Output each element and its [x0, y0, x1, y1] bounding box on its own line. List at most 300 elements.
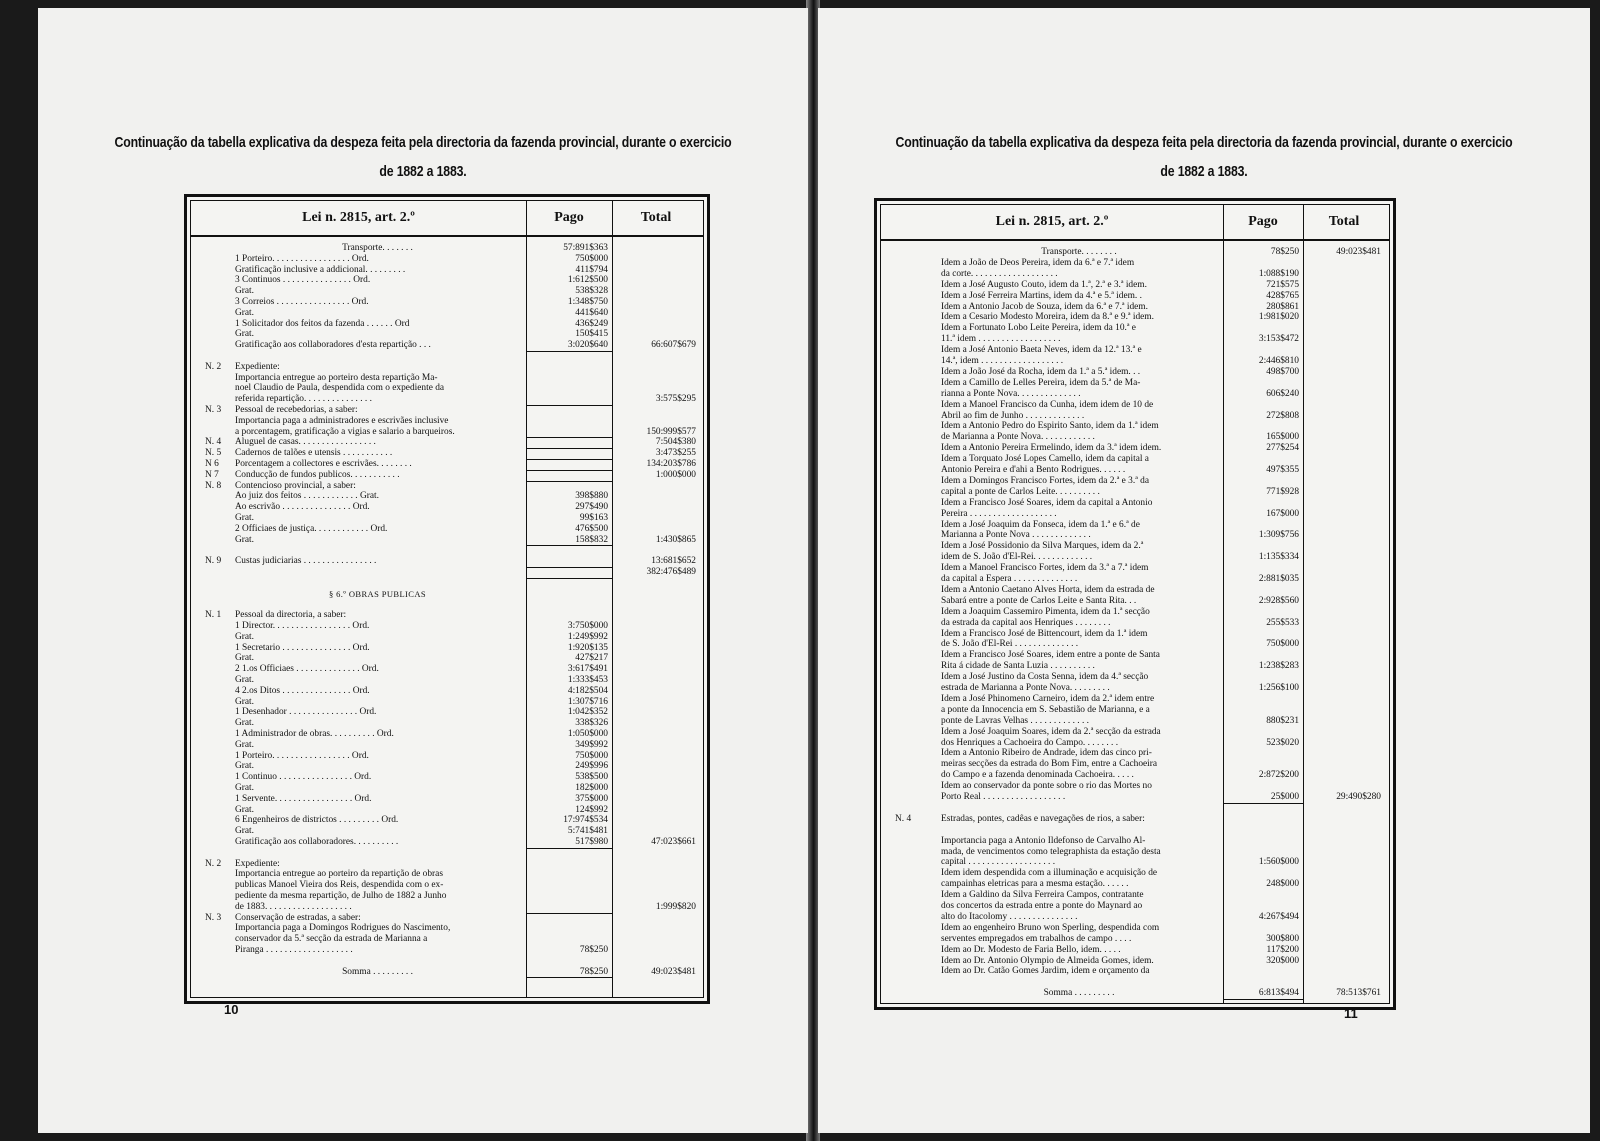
table-row	[881, 661, 1389, 672]
table-row	[191, 913, 703, 924]
sum-rule	[1223, 999, 1303, 1000]
row-description: Estradas, pontes, cadêas e navegações de rios, a saber:	[941, 813, 1145, 824]
row-paid: 1:920$135	[567, 642, 608, 653]
table-row	[881, 323, 1389, 334]
table-row	[191, 621, 703, 632]
row-paid: 1:238$283	[1258, 661, 1299, 672]
row-paid: 1:307$716	[567, 696, 608, 707]
row-description: 4 2.os Ditos . . . . . . . . . . . . . . . Ord.	[235, 685, 370, 696]
row-number: N. 3	[205, 405, 222, 415]
row-paid: 167$000	[1266, 508, 1299, 519]
row-paid: 2:872$200	[1258, 770, 1299, 781]
row-description: Grat.	[235, 675, 255, 685]
row-paid: 411$794	[575, 264, 608, 275]
table-row	[191, 794, 703, 805]
row-total: 47:023$661	[651, 837, 696, 847]
row-paid: 1:050$000	[567, 729, 608, 739]
row-total: 49:023$481	[1336, 247, 1381, 257]
row-description: Aluguel de casas. . . . . . . . . . . . . . . . .	[235, 437, 376, 448]
table-row	[881, 792, 1389, 803]
row-paid: 4:267$494	[1258, 911, 1299, 922]
row-description: Transporte. . . . . . . .	[1041, 247, 1117, 257]
table-row	[881, 454, 1389, 465]
row-paid: 255$533	[1266, 617, 1299, 628]
table-row	[191, 535, 703, 546]
row-description: meiras secções da estrada do Bom Fim, entre a Cachoeira	[941, 759, 1158, 770]
row-description: Importancia paga a Domingos Rodrigues do Nascimento,	[235, 923, 451, 934]
table-row	[191, 675, 703, 686]
table-row	[191, 859, 703, 870]
table-row	[881, 400, 1389, 411]
row-description: 1 Porteiro. . . . . . . . . . . . . . . . . Ord.	[235, 750, 369, 761]
row-total: 49:023$481	[651, 966, 696, 977]
row-description: da corte. . . . . . . . . . . . . . . . . . .	[941, 268, 1058, 279]
table-row	[881, 432, 1389, 443]
row-description: Transporte. . . . . . .	[342, 243, 413, 253]
row-description: 11.ª idem . . . . . . . . . . . . . . . . . .	[941, 334, 1061, 345]
row-paid: 427$217	[575, 653, 608, 664]
row-description: Grat.	[235, 718, 255, 729]
row-description: Idem a João José da Rocha, idem da 1.ª a 5.ª idem. . .	[941, 366, 1141, 377]
table-row	[191, 513, 703, 524]
row-description: Idem a Torquato José Lopes Camello, idem da capital a	[941, 454, 1149, 465]
table-row	[881, 574, 1389, 585]
table-row	[881, 345, 1389, 356]
row-paid: 5:741$481	[567, 826, 608, 837]
table-row	[881, 367, 1389, 378]
table-row	[881, 378, 1389, 389]
table-row	[881, 258, 1389, 269]
heading-line-2: de 1882 a 1883.	[379, 163, 467, 180]
row-description: Idem a Antonio Pereira Ermelindo, idem da 3.ª idem idem.	[941, 443, 1162, 454]
row-paid: 3:617$491	[567, 664, 608, 675]
row-paid: 436$249	[575, 318, 608, 329]
table-row	[191, 643, 703, 654]
row-paid: 2:928$560	[1258, 595, 1299, 606]
row-description: Importancia paga a administradores e escrivães inclusive	[235, 415, 449, 426]
row-total: 150:999$577	[646, 426, 696, 437]
table-row	[881, 694, 1389, 705]
row-paid: 6:813$494	[1258, 988, 1299, 999]
row-paid: 497$355	[1266, 465, 1299, 475]
table-row	[881, 748, 1389, 759]
row-paid: 771$928	[1266, 486, 1299, 497]
row-description: a ponte da Innocencia em S. Sebastião de Marianna, e a	[941, 704, 1150, 715]
row-description: Pessoal da directoria, a saber:	[235, 610, 347, 621]
row-description: Custas judiciarias . . . . . . . . . . . . . . . .	[235, 556, 377, 567]
row-description: Gratificação aos collaboradores d'esta repartição . . .	[235, 340, 431, 351]
table-row	[881, 912, 1389, 923]
table-row	[191, 254, 703, 265]
table-row	[881, 770, 1389, 781]
row-description: Porcentagem a collectores e escrivães. . . . . . . .	[235, 459, 412, 469]
row-description: Idem a João de Deos Pereira, idem da 6.ª e 7.ª idem	[941, 257, 1135, 268]
row-paid: 3:020$640	[567, 340, 608, 351]
table-row	[191, 362, 703, 373]
row-paid: 277$254	[1266, 443, 1299, 454]
row-paid: 1:333$453	[567, 675, 608, 685]
row-description: Piranga . . . . . . . . . . . . . . . . . . .	[235, 945, 353, 955]
table-row	[191, 772, 703, 783]
row-description: Idem a José Justino da Costa Senna, idem da 4.ª secção	[941, 672, 1149, 683]
table-row	[191, 783, 703, 794]
row-description: 1 Porteiro. . . . . . . . . . . . . . . . . Ord.	[235, 253, 369, 264]
table-row	[881, 509, 1389, 520]
table-row	[191, 967, 703, 978]
row-description: 2 Officiaes de justiça. . . . . . . . . . . . Ord.	[235, 523, 388, 534]
table-row	[191, 869, 703, 880]
row-paid: 1:256$100	[1258, 683, 1299, 693]
row-description: referida repartição. . . . . . . . . . . . . . .	[235, 394, 372, 405]
header-law: Lei n. 2815, art. 2.º	[995, 214, 1109, 229]
row-paid: 1:042$352	[567, 707, 608, 718]
table-row	[191, 394, 703, 405]
table-row	[191, 308, 703, 319]
table-row	[191, 286, 703, 297]
row-description: Grat.	[235, 534, 255, 545]
table-row	[881, 879, 1389, 890]
table-row	[191, 567, 703, 578]
header-paid: Pago	[554, 210, 584, 225]
table-row	[881, 923, 1389, 934]
table-row	[191, 243, 703, 254]
table-header	[881, 205, 1389, 241]
row-paid: 517$980	[575, 837, 608, 847]
row-description: Grat.	[235, 696, 255, 707]
row-paid: 182$000	[575, 783, 608, 793]
table-row	[191, 880, 703, 891]
row-description: Cadernos de talões e utensis . . . . . . . . . . .	[235, 448, 393, 459]
table-row	[191, 891, 703, 902]
row-description: Grat.	[235, 653, 255, 664]
table-row	[881, 847, 1389, 858]
row-paid: 1:612$500	[567, 275, 608, 286]
row-paid: 25$000	[1270, 792, 1299, 802]
table-row	[191, 265, 703, 276]
table-row	[191, 437, 703, 448]
table-row	[881, 639, 1389, 650]
table-row	[881, 934, 1389, 945]
table-row	[881, 334, 1389, 345]
row-description: Sabará entre a ponte de Carlos Leite e Santa Rita. . .	[941, 595, 1137, 606]
row-paid: 750$000	[1266, 639, 1299, 650]
row-description: Idem a Cesario Modesto Moreira, idem da 8.ª e 9.ª idem.	[941, 312, 1154, 323]
row-total: 3:575$295	[655, 394, 696, 405]
row-description: Idem a Antonio Pedro do Espirito Santo, idem da 1.ª idem	[941, 421, 1159, 432]
table-row	[191, 923, 703, 934]
table-row	[191, 956, 703, 967]
left-page-number: 10	[224, 1002, 239, 1017]
row-description: 1 Director. . . . . . . . . . . . . . . . . Ord.	[235, 621, 370, 631]
table-row	[881, 421, 1389, 432]
row-description: Grat.	[235, 783, 255, 793]
row-paid: 17:974$534	[563, 815, 608, 826]
table-row	[881, 836, 1389, 847]
row-paid: 272$808	[1266, 410, 1299, 421]
right-page	[818, 8, 1590, 1133]
sum-rule	[526, 977, 612, 978]
table-row	[881, 956, 1389, 967]
table-row	[191, 491, 703, 502]
row-description: Idem a José Phinomeno Carneiro, idem da 2.ª idem entre	[941, 693, 1155, 704]
row-description: Idem a Manoel Francisco da Cunha, idem idem de 10 de	[941, 399, 1154, 410]
row-paid: 606$240	[1266, 388, 1299, 399]
row-paid: 523$020	[1266, 737, 1299, 748]
row-description: Idem a Francisco José Soares, idem da capital a Antonio	[941, 497, 1153, 508]
table-row	[191, 340, 703, 351]
table-row	[191, 351, 703, 362]
table-row	[881, 683, 1389, 694]
row-paid: 4:182$504	[567, 685, 608, 696]
row-description: Grat.	[235, 826, 255, 837]
table-row	[881, 857, 1389, 868]
right-table	[874, 198, 1396, 1010]
row-paid: 2:881$035	[1258, 574, 1299, 584]
row-description: Idem a Camillo de Lelles Pereira, idem da 5.ª de Ma-	[941, 377, 1141, 388]
row-number: N. 2	[205, 858, 222, 869]
table-row	[191, 610, 703, 621]
row-number: N. 3	[205, 912, 222, 923]
row-total: 66:607$679	[651, 340, 696, 351]
table-row	[881, 890, 1389, 901]
row-description: Expediente:	[235, 361, 280, 372]
row-description: 1 Desenhador . . . . . . . . . . . . . . . Ord.	[235, 707, 377, 718]
row-total: 7:504$380	[655, 437, 696, 448]
row-paid: 538$328	[575, 286, 608, 297]
row-paid: 150$415	[575, 329, 608, 340]
table-row	[191, 470, 703, 481]
table-row	[191, 707, 703, 718]
table-row	[191, 275, 703, 286]
row-description: Idem a Fortunato Lobo Leite Pereira, idem da 10.ª e	[941, 323, 1136, 334]
row-description: conservador da 5.ª secção da estrada de Marianna a	[235, 934, 428, 945]
row-description: 2 1.os Officiaes . . . . . . . . . . . . . . Ord.	[235, 664, 379, 675]
row-number: N 6	[205, 459, 219, 469]
row-description: Idem a Galdino da Silva Ferreira Campos, contratante	[941, 890, 1144, 901]
row-paid: 428$765	[1266, 290, 1299, 301]
row-total: 134:203$786	[646, 459, 696, 469]
row-description: serventes empregados em trabalhos de campo . . . .	[941, 933, 1132, 944]
row-paid: 248$000	[1266, 879, 1299, 890]
row-paid: 99$163	[579, 513, 608, 523]
row-description: Conservação de estradas, a saber:	[235, 912, 361, 923]
row-description: Grat.	[235, 739, 255, 750]
table-row	[191, 297, 703, 308]
table-row	[881, 738, 1389, 749]
row-description: Contencioso provincial, a saber:	[235, 480, 356, 491]
table-row	[191, 729, 703, 740]
row-description: de Marianna a Ponte Nova. . . . . . . . . . . .	[941, 432, 1095, 443]
row-description: Idem idem despendida com a illuminação e acquisição de	[941, 868, 1158, 879]
table-row	[881, 520, 1389, 531]
table-row	[881, 585, 1389, 596]
row-description: da estrada da capital aos Henriques . . . . . . . .	[941, 617, 1111, 628]
row-paid: 498$700	[1266, 366, 1299, 377]
table-row	[881, 498, 1389, 509]
right-page-number: 11	[1344, 1006, 1358, 1021]
row-description: 1 Continuo . . . . . . . . . . . . . . . . Ord.	[235, 772, 372, 783]
row-paid: 158$832	[575, 534, 608, 545]
table-row	[191, 448, 703, 459]
row-description: capital a ponte de Carlos Leite. . . . . . . . . .	[941, 486, 1100, 497]
table-row	[191, 945, 703, 956]
table-row	[881, 759, 1389, 770]
row-paid: 1:135$334	[1258, 552, 1299, 563]
row-description: 3 Continuos . . . . . . . . . . . . . . . Ord.	[235, 275, 371, 286]
row-description: 3 Correios . . . . . . . . . . . . . . . . Ord.	[235, 297, 369, 307]
table-row	[191, 848, 703, 859]
row-description: Rita á cidade de Santa Luzia . . . . . . . . . .	[941, 661, 1095, 672]
table-row	[191, 319, 703, 330]
table-header	[191, 201, 703, 237]
row-paid: 78$250	[579, 945, 608, 955]
table-row	[191, 632, 703, 643]
table-row	[881, 977, 1389, 988]
row-paid: 750$000	[575, 253, 608, 264]
row-total: 1:000$000	[655, 469, 696, 480]
table-row	[881, 443, 1389, 454]
row-number: N 7	[205, 469, 219, 480]
row-description: Grat.	[235, 631, 255, 642]
row-total: 1:430$865	[655, 534, 696, 545]
row-description: idem de S. João d'El-Rei. . . . . . . . . . . . .	[941, 552, 1093, 563]
row-description: Ao escrivão . . . . . . . . . . . . . . . Ord.	[235, 502, 370, 513]
row-description: 6 Engenheiros de districtos . . . . . . . . . Ord.	[235, 815, 399, 826]
row-description: Grat.	[235, 513, 255, 523]
header-total: Total	[1328, 214, 1360, 229]
table-row	[191, 740, 703, 751]
row-description: mada, de vencimentos como telegraphista da estação desta	[941, 846, 1161, 857]
row-description: da capital a Espera . . . . . . . . . . . . . .	[941, 574, 1078, 584]
table-row	[881, 803, 1389, 814]
row-description: 14.ª, idem . . . . . . . . . . . . . . . . . .	[941, 356, 1064, 366]
table-row	[881, 705, 1389, 716]
row-paid: 441$640	[575, 307, 608, 318]
table-row	[881, 476, 1389, 487]
row-description: publicas Manoel Vieira dos Reis, despendida com o ex-	[235, 880, 444, 891]
row-description: 1 Solicitador dos feitos da fazenda . . . . . . Ord	[235, 318, 410, 329]
table-row	[191, 405, 703, 416]
row-paid: 124$992	[575, 804, 608, 815]
row-description: Grat.	[235, 329, 255, 340]
row-paid: 1:249$992	[567, 631, 608, 642]
table-row	[881, 988, 1389, 999]
row-description: 1 Servente. . . . . . . . . . . . . . . . . Ord.	[235, 793, 372, 804]
row-description: Marianna a Ponte Nova . . . . . . . . . . . . .	[941, 530, 1091, 541]
table-row	[881, 269, 1389, 280]
row-description: Idem a Antonio Ribeiro de Andrade, idem das cinco pri-	[941, 748, 1152, 759]
row-description: Idem a José Joaquim Soares, idem da 2.ª secção da estrada	[941, 726, 1161, 737]
row-paid: 476$500	[575, 523, 608, 534]
row-description: Gratificação inclusive a addicional. . . . . . . . .	[235, 264, 406, 275]
row-description: Idem a Antonio Caetano Alves Horta, idem da estrada de	[941, 584, 1155, 595]
row-paid: 398$880	[575, 491, 608, 502]
table-row	[881, 727, 1389, 738]
row-number: N. 4	[205, 437, 222, 448]
table-row	[191, 556, 703, 567]
row-paid: 300$800	[1266, 933, 1299, 944]
header-paid: Pago	[1248, 214, 1278, 229]
table-row	[191, 805, 703, 816]
row-description: Idem a José Ferreira Martins, idem da 4.ª e 5.ª idem. .	[941, 290, 1142, 301]
row-description: Antonio Pereira e d'ahi a Bento Rodrigues. . . . . .	[941, 465, 1126, 475]
row-paid: 1:981$020	[1258, 312, 1299, 323]
table-row	[191, 697, 703, 708]
table-row	[191, 815, 703, 826]
row-description: Somma . . . . . . . . .	[342, 966, 413, 977]
table-row	[881, 291, 1389, 302]
row-description: Importancia entregue ao porteiro desta repartição Ma-	[235, 372, 438, 383]
row-description: Idem ao conservador da ponte sobre o rio das Mortes no	[941, 781, 1152, 792]
row-description: Ao juiz dos feitos . . . . . . . . . . . . Grat.	[235, 491, 379, 502]
row-description: campainhas eletricas para a mesma estação. . . . . .	[941, 879, 1129, 890]
row-number: N. 2	[205, 361, 222, 372]
heading-line-1: Continuação da tabella explicativa da despeza feita pela directoria da fazenda provincial, durante o exercicio	[114, 134, 732, 151]
row-paid: 2:446$810	[1258, 356, 1299, 366]
row-description: de S. João d'El-Rei . . . . . . . . . . . . . .	[941, 639, 1079, 650]
table-row	[191, 383, 703, 394]
row-number: N. 8	[205, 480, 222, 491]
row-description: alto do Itacolomy . . . . . . . . . . . . . . .	[941, 911, 1078, 922]
row-description: capital . . . . . . . . . . . . . . . . . . .	[941, 857, 1056, 868]
row-paid: 320$000	[1266, 955, 1299, 966]
table-row	[881, 650, 1389, 661]
row-paid: 1:348$750	[567, 297, 608, 307]
row-paid: 3:153$472	[1258, 334, 1299, 345]
table-row	[191, 427, 703, 438]
table-row	[191, 589, 703, 600]
row-description: Idem ao Dr. Antonio Olympio de Almeida Gomes, idem.	[941, 955, 1154, 966]
table-row	[881, 280, 1389, 291]
row-description: Grat.	[235, 761, 255, 772]
row-description: Grat.	[235, 286, 255, 297]
table-row	[191, 373, 703, 384]
table-row	[191, 329, 703, 340]
row-description: Idem a José Possidonio da Silva Marques, idem da 2.ª	[941, 541, 1144, 552]
header-total: Total	[640, 210, 672, 225]
row-description: Idem a Antonio Jacob de Souza, idem da 6.ª e 7.ª idem.	[941, 301, 1148, 312]
row-number: N. 5	[205, 448, 222, 459]
row-description: Expediente:	[235, 858, 280, 869]
row-number: N. 9	[205, 556, 222, 567]
row-description: estrada de Marianna a Ponte Nova. . . . . . . . .	[941, 683, 1110, 693]
row-number: N. 1	[205, 610, 222, 621]
table-row	[191, 481, 703, 492]
row-description: 1 Secretario . . . . . . . . . . . . . . . Ord.	[235, 642, 370, 653]
row-description: Abril ao fim de Junho . . . . . . . . . . . . .	[941, 410, 1085, 421]
row-paid: 750$000	[575, 750, 608, 761]
row-description: Gratificação aos collaboradores. . . . . . . . . .	[235, 837, 399, 847]
row-description: Idem ao Dr. Modesto de Faria Bello, idem. . . . .	[941, 944, 1121, 955]
table-row	[881, 356, 1389, 367]
table-row	[881, 716, 1389, 727]
header-law: Lei n. 2815, art. 2.º	[302, 210, 415, 225]
table-row	[191, 416, 703, 427]
row-description: Porto Real . . . . . . . . . . . . . . . . . .	[941, 792, 1066, 802]
row-description: de 1883. . . . . . . . . . . . . . . . . . .	[235, 901, 352, 912]
row-paid: 165$000	[1266, 432, 1299, 443]
table-row	[881, 247, 1389, 258]
row-total: 78:513$761	[1336, 988, 1381, 999]
table-row	[881, 901, 1389, 912]
row-description: Importancia paga a Antonio Ildefonso de Carvalho Al-	[941, 835, 1146, 846]
table-row	[191, 578, 703, 589]
row-description: Idem ao Dr. Catão Gomes Jardim, idem e orçamento da	[941, 966, 1150, 977]
row-paid: 57:891$363	[563, 243, 608, 253]
row-total: 1:999$820	[655, 901, 696, 912]
table-row	[881, 530, 1389, 541]
heading-line-1: Continuação da tabella explicativa da despeza feita pela directoria da fazenda provincial, durante o exercicio	[895, 134, 1513, 151]
